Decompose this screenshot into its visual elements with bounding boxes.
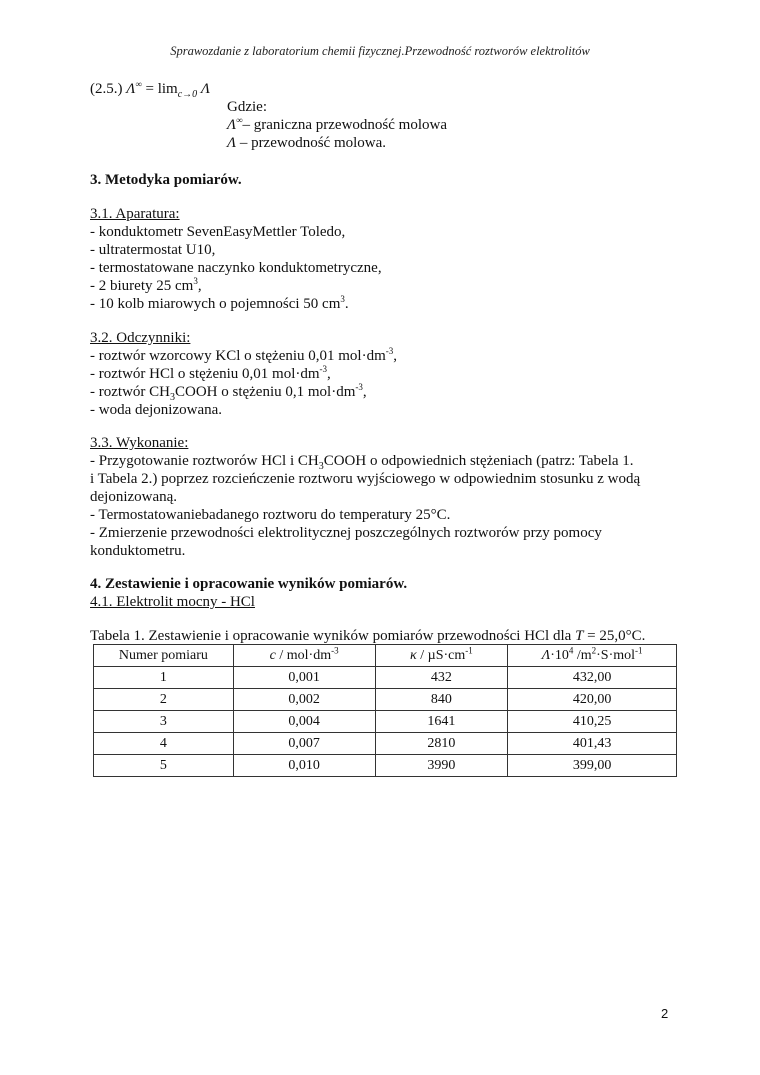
list-item: - roztwór wzorcowy KCl o stężeniu 0,01 $mol\cdot dm^{-3}$, bbox=[90, 346, 398, 364]
header-title-right: Przewodność roztworów elektrolitów bbox=[404, 44, 590, 58]
equation-lim-sub: c→0 bbox=[177, 89, 198, 100]
column-header-molar-conductivity: $\Lambda\cdot 10^4$ $/m^2\cdot S\cdot mol^{-1}$ bbox=[508, 645, 677, 667]
paragraph-line: i Tabela 2.) poprzez rozcieńczenie roztworu wyjściowego w odpowiednim stosunku z wodą bbox=[90, 471, 641, 487]
list-item: - woda dejonizowana. bbox=[90, 402, 223, 418]
page-number: 2 bbox=[661, 1006, 669, 1021]
table-row: 5 0,010 3990 399,00 bbox=[94, 755, 677, 777]
column-header-measurement-number: Numer pomiaru bbox=[94, 645, 234, 667]
reagents-heading: 3.2. Odczynniki: bbox=[90, 330, 191, 346]
table-row: 3 0,004 1641 410,25 bbox=[94, 711, 677, 733]
list-item: - 2 biurety 25 $cm^3$, bbox=[90, 276, 202, 294]
paragraph-line: - Przygotowanie roztworów HCl i $CH_3COOH$ o odpowiednich stężeniach (patrz: Tabela 1. bbox=[90, 453, 634, 472]
equation-number: (2.5.) bbox=[90, 81, 123, 97]
table-header-row bbox=[94, 645, 677, 667]
list-item: - termostatowane naczynko konduktometryczne, bbox=[90, 260, 382, 276]
paragraph-line: - Termostatowaniebadanego roztworu do temperatury 25°C. bbox=[90, 507, 451, 523]
hcl-results-table bbox=[93, 644, 677, 777]
list-item: - roztwór $CH_3COOH$ o stężeniu 0,1 $mol\cdot dm^{-3}$, bbox=[90, 382, 367, 403]
table-row: 2 0,002 840 420,00 bbox=[94, 689, 677, 711]
list-item: - 10 kolb miarowych o pojemności 50 $cm^3$. bbox=[90, 294, 349, 312]
section-4-title: 4. Zestawienie i opracowanie wyników pomiarów. bbox=[90, 576, 408, 592]
equation-2-5 bbox=[90, 80, 210, 99]
where-label: Gdzie: bbox=[227, 99, 267, 115]
subsection-4-1-heading: 4.1. Elektrolit mocny - HCl bbox=[90, 594, 255, 610]
table-row: 1 0,001 432 432,00 bbox=[94, 667, 677, 689]
column-header-concentration: $c / mol\cdot dm^{-3}$ bbox=[233, 645, 375, 667]
paragraph-line: - Zmierzenie przewodności elektrolitycznej poszczególnych roztworów przy pomocy bbox=[90, 525, 602, 541]
list-item: - ultratermostat U10, bbox=[90, 242, 216, 258]
procedure-heading: 3.3. Wykonanie: bbox=[90, 435, 189, 451]
running-header bbox=[0, 44, 760, 59]
equation-lim: = lim bbox=[141, 81, 178, 97]
table-caption: Tabela 1. Zestawienie i opracowanie wyników pomiarów przewodności HCl dla T = 25,0°C. bbox=[90, 628, 646, 644]
equation-rhs-var: Λ bbox=[197, 81, 210, 97]
paragraph-line: konduktometru. bbox=[90, 543, 186, 559]
section-3-title: 3. Metodyka pomiarów. bbox=[90, 172, 242, 188]
definition-line: Λ∞– graniczna przewodność molowa bbox=[227, 115, 447, 133]
table-row: 4 0,007 2810 401,43 bbox=[94, 733, 677, 755]
column-header-conductivity: $\kappa / \mu S\cdot cm^{-1}$ bbox=[375, 645, 508, 667]
paragraph-line: dejonizowaną. bbox=[90, 489, 178, 505]
apparatus-heading: 3.1. Aparatura: bbox=[90, 206, 180, 222]
list-item: - konduktometr SevenEasyMettler Toledo, bbox=[90, 224, 346, 240]
equation-lhs: Λ bbox=[126, 81, 136, 97]
equation-lhs-sup: ∞ bbox=[135, 79, 142, 89]
header-title-left: Sprawozdanie z laboratorium chemii fizycznej. bbox=[170, 44, 405, 58]
list-item: - roztwór HCl o stężeniu 0,01 $mol\cdot dm^{-3}$, bbox=[90, 364, 331, 382]
definition-line: Λ – przewodność molowa. bbox=[227, 135, 387, 151]
